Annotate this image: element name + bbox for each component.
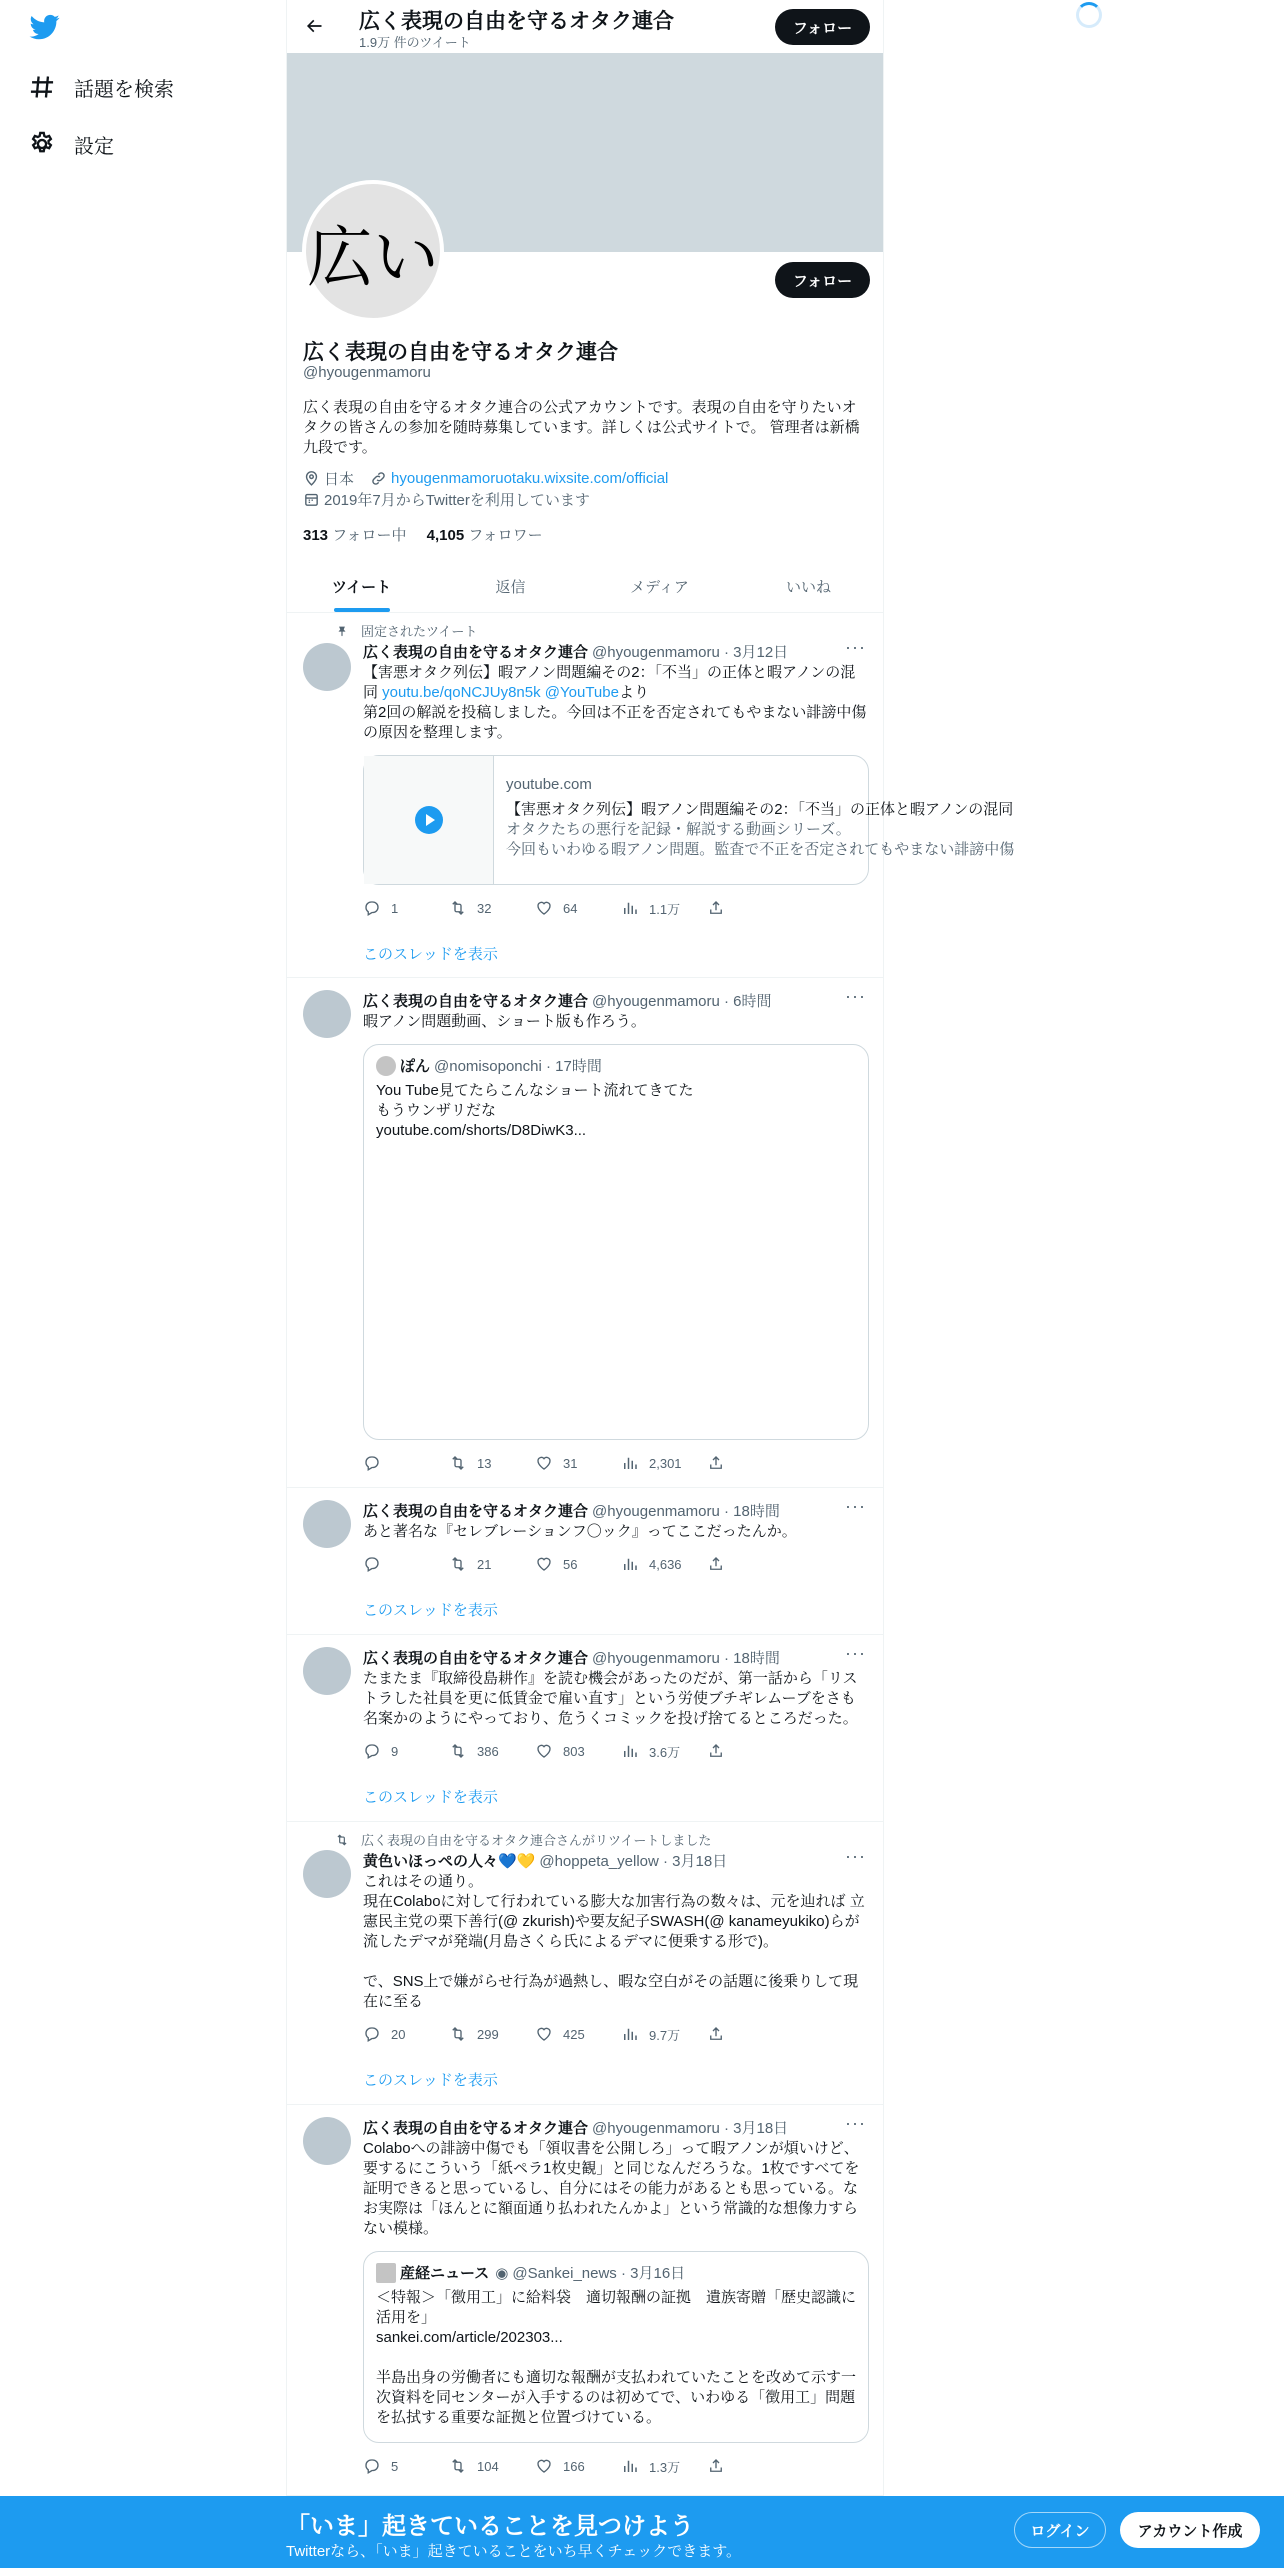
retweet-count: 21 xyxy=(477,1556,492,1572)
main-column xyxy=(286,0,1015,2568)
views-button[interactable] xyxy=(621,1453,707,1473)
views-button[interactable] xyxy=(621,1741,707,1761)
reply-count: 5 xyxy=(391,2458,399,2474)
retweet-count: 299 xyxy=(477,2026,499,2042)
tweet-header xyxy=(363,1500,780,1521)
show-thread-link[interactable]: このスレッドを表示 xyxy=(363,1789,498,1806)
avatar[interactable] xyxy=(303,643,351,691)
retweet-icon xyxy=(449,2457,467,2475)
like-button[interactable] xyxy=(535,1554,621,1574)
share-icon xyxy=(707,1454,725,1472)
more-icon[interactable]: ··· xyxy=(845,1643,866,1663)
avatar[interactable] xyxy=(303,1850,351,1898)
retweet-icon xyxy=(335,1833,349,1847)
like-button[interactable] xyxy=(535,898,621,918)
tweet-item[interactable] xyxy=(287,1635,883,1822)
nav-explore[interactable] xyxy=(28,67,174,107)
reply-icon xyxy=(363,899,381,917)
tab-media[interactable]: メディア xyxy=(630,578,689,596)
retweet-button[interactable] xyxy=(449,898,535,918)
tweet-actions xyxy=(363,2456,793,2476)
tweet-link-youtu[interactable]: youtu.be/qoNCJUy8n5k xyxy=(382,684,541,701)
link-card[interactable] xyxy=(363,755,1015,885)
signup-button[interactable]: アカウント作成 xyxy=(1120,2512,1260,2548)
tweet-text: これはその通り。 現在Colaboに対して行われている膨大な加害行為の数々は、元を辿れば 立憲民主党の栗下善行(@ zkurish)や要友紀子SWASH(@ kanameyukiko)らが流したデマが発端(月島さくら氏によるデマに便乗する形で)。 で、SNS上で嫌がらせ行為が過熱し、暇な空白がその話題に後乗りして現在に至る xyxy=(363,1873,865,2010)
quote-avatar xyxy=(376,2263,396,2283)
views-button[interactable] xyxy=(621,2456,707,2476)
analytics-icon xyxy=(621,2025,639,2043)
tweet-actions xyxy=(363,898,793,918)
arrow-left-icon xyxy=(304,16,324,36)
tweet-header xyxy=(363,1647,780,1668)
like-count: 64 xyxy=(563,900,578,916)
show-thread-link[interactable]: このスレッドを表示 xyxy=(363,2072,498,2089)
reply-button[interactable] xyxy=(363,2456,449,2476)
tweet-text: Colaboへの誹謗中傷でも「領収書を公開しろ」って暇アノンが煩いけど、要するにこういう「紙ペラ1枚史観」と同じなんだろうな。1枚ですべてを証明できると思っているし、自分にはその能力があるとも思っている。なお実際は「ほんとに額面通り払われたんかよ」という常識的な想像力すらない模様。 xyxy=(363,2140,860,2237)
reply-icon xyxy=(363,1555,381,1573)
quote-text: ＜特報＞「徴用工」に給料袋 適切報酬の証拠 遺族寄贈「歴史認識に活用を」 sankei.com/article/202303... 半島出身の労働者にも適切な報酬が支払われていたことを改めて示す一次資料を同センターが入手するのは初めてで、いわゆる「徴用工」問題を払拭する重要な証拠と位置づけている。 xyxy=(376,2289,857,2426)
tweet-actions xyxy=(363,1741,793,1761)
quote-tweet[interactable] xyxy=(363,2251,869,2443)
heart-icon xyxy=(535,2025,553,2043)
play-icon xyxy=(414,805,444,835)
view-count: 3.6万 xyxy=(649,1744,681,1760)
like-button[interactable] xyxy=(535,2456,621,2476)
header-title: 広く表現の自由を守るオタク連合 xyxy=(359,10,674,33)
tweet-handle-time[interactable]: @hyougenmamoru · 3月12日 xyxy=(592,644,789,661)
views-button[interactable] xyxy=(621,1554,707,1574)
tweet-author-name[interactable]: 広く表現の自由を守るオタク連合 xyxy=(363,644,589,661)
share-icon xyxy=(707,1742,725,1760)
show-thread-link[interactable]: このスレッドを表示 xyxy=(363,946,498,963)
tweet-header xyxy=(363,990,771,1011)
retweet-button[interactable] xyxy=(449,1741,535,1761)
like-count: 31 xyxy=(563,1455,578,1471)
views-button[interactable] xyxy=(621,898,707,918)
retweet-icon xyxy=(449,2025,467,2043)
twitter-logo-icon[interactable] xyxy=(28,12,62,42)
tweet-handle-time[interactable]: @hyougenmamoru · 6時間 xyxy=(592,993,772,1010)
tweet-handle-time[interactable]: @hoppeta_yellow · 3月18日 xyxy=(539,1853,728,1870)
follow-button-header[interactable]: フォロー xyxy=(775,9,870,45)
tweet-author-name[interactable]: 広く表現の自由を守るオタク連合 xyxy=(363,993,589,1010)
tweet-handle-time[interactable]: @hyougenmamoru · 18時間 xyxy=(592,1503,780,1520)
reply-icon xyxy=(363,2025,381,2043)
calendar-icon xyxy=(303,491,320,508)
reply-button[interactable] xyxy=(363,1741,449,1761)
card-description xyxy=(506,820,1015,860)
profile-website-link[interactable]: hyougenmamoruotaku.wixsite.com/official xyxy=(391,470,669,487)
retweet-count: 13 xyxy=(477,1455,492,1471)
tweet-item[interactable] xyxy=(287,613,1015,978)
like-button[interactable] xyxy=(535,1741,621,1761)
analytics-icon xyxy=(621,1555,639,1573)
back-button[interactable] xyxy=(299,11,329,41)
retweet-icon xyxy=(449,1555,467,1573)
location-pin-icon xyxy=(303,470,320,487)
reply-count: 1 xyxy=(391,900,399,916)
card-domain: youtube.com xyxy=(506,776,592,793)
quote-header xyxy=(376,1055,602,1076)
like-count: 425 xyxy=(563,2026,585,2042)
quote-handle-time: @nomisoponchi · 17時間 xyxy=(434,1058,602,1075)
reply-icon xyxy=(363,1454,381,1472)
tweet-item[interactable] xyxy=(287,978,883,1488)
tweet-header xyxy=(363,1850,727,1871)
more-icon[interactable]: ··· xyxy=(845,637,866,657)
show-thread-link[interactable]: このスレッドを表示 xyxy=(363,1602,498,1619)
nav-settings-label: 設定 xyxy=(74,135,114,158)
pinned-label: 固定されたツイート xyxy=(361,624,478,639)
share-icon xyxy=(707,1555,725,1573)
followers-count: 4,105 xyxy=(426,527,465,544)
gear-icon xyxy=(28,130,56,158)
tweet-item[interactable] xyxy=(287,1488,883,1635)
heart-icon xyxy=(535,899,553,917)
more-icon[interactable]: ··· xyxy=(845,1846,866,1866)
login-button[interactable]: ログイン xyxy=(1014,2512,1106,2548)
profile-meta-row xyxy=(303,468,668,489)
analytics-icon xyxy=(621,1454,639,1472)
share-button[interactable] xyxy=(707,898,793,918)
retweet-count: 32 xyxy=(477,900,492,916)
share-icon xyxy=(707,2457,725,2475)
reply-count: 20 xyxy=(391,2026,406,2042)
more-icon[interactable]: ··· xyxy=(845,1496,866,1516)
retweet-count: 104 xyxy=(477,2458,499,2474)
retweet-button[interactable] xyxy=(449,1453,535,1473)
card-desc-line: オタクたちの悪行を記録・解説する動画シリーズ。 xyxy=(506,821,851,838)
card-thumbnail xyxy=(364,756,494,884)
follow-button[interactable]: フォロー xyxy=(775,262,870,298)
heart-icon xyxy=(535,1742,553,1760)
retweet-button[interactable] xyxy=(449,2456,535,2476)
followers-link[interactable] xyxy=(427,527,543,544)
quote-tweet[interactable] xyxy=(363,1044,869,1440)
tweet-actions xyxy=(363,2024,793,2044)
tweet-author-name[interactable]: 黄色いほっぺの人々💙💛 xyxy=(363,1853,536,1870)
hashtag-icon xyxy=(28,73,56,101)
link-icon xyxy=(370,470,387,487)
more-icon[interactable]: ··· xyxy=(845,2113,866,2133)
view-count: 1.1万 xyxy=(649,901,681,917)
following-link[interactable] xyxy=(303,527,406,544)
tweet-actions xyxy=(363,1554,793,1574)
tweet-handle-time[interactable]: @hyougenmamoru · 3月18日 xyxy=(592,2120,789,2137)
profile-location: 日本 xyxy=(324,471,355,488)
view-count: 9.7万 xyxy=(649,2027,681,2043)
more-icon[interactable]: ··· xyxy=(845,986,866,1006)
verified-badge-icon: ◉ xyxy=(495,2264,509,2282)
retweet-icon xyxy=(449,1454,467,1472)
retweet-context xyxy=(335,1830,711,1849)
reply-button[interactable] xyxy=(363,1453,449,1473)
share-button[interactable] xyxy=(707,1741,793,1761)
nav-explore-label: 話題を検索 xyxy=(74,78,174,101)
tweet-item[interactable] xyxy=(287,2105,883,2496)
heart-icon xyxy=(535,1555,553,1573)
profile-follow-counts xyxy=(303,524,543,545)
bottom-bar-title: 「いま」起きていることを見つけよう xyxy=(286,2513,694,2540)
view-count: 1.3万 xyxy=(649,2459,681,2475)
followers-label: フォロワー xyxy=(468,527,543,544)
following-count: 313 xyxy=(303,527,329,544)
tweet-text xyxy=(363,663,867,743)
pinned-context xyxy=(335,621,477,640)
tab-tweets[interactable]: ツイート xyxy=(287,560,436,612)
views-button[interactable] xyxy=(621,2024,707,2044)
reply-icon xyxy=(363,2457,381,2475)
share-button[interactable] xyxy=(707,2456,793,2476)
share-button[interactable] xyxy=(707,1554,793,1574)
avatar[interactable] xyxy=(303,1500,351,1548)
profile-header-bar xyxy=(287,0,883,53)
profile-avatar[interactable]: 広い xyxy=(302,180,444,322)
tweet-author-name[interactable]: 広く表現の自由を守るオタク連合 xyxy=(363,1650,589,1667)
signup-bottom-bar xyxy=(0,2496,1284,2568)
tweet-text: あと著名な『セレブレーションフ〇ック』ってここだったんか。 xyxy=(363,1523,797,1540)
tab-likes[interactable]: いいね xyxy=(785,578,831,596)
share-icon xyxy=(707,899,725,917)
tweet-text: 暇アノン問題動画、ショート版も作ろう。 xyxy=(363,1013,646,1030)
tweet-mention-youtube[interactable]: @YouTube xyxy=(544,684,619,701)
reply-button[interactable] xyxy=(363,1554,449,1574)
tweet-text-part: 第2回の解説を投稿しました。今回は不正を否定されてもやまない誹謗中傷の原因を整理します。 xyxy=(363,704,867,741)
profile-joined: 2019年7月からTwitterを利用しています xyxy=(324,492,590,509)
card-title: 【害悪オタク列伝】暇アノン問題編その2：「不当」の正体と暇アノンの混同 xyxy=(506,801,1014,818)
tweet-actions xyxy=(363,1453,793,1473)
profile-joined-row xyxy=(303,489,590,510)
like-count: 803 xyxy=(563,1743,585,1759)
reply-button[interactable] xyxy=(363,898,449,918)
profile-tabs xyxy=(287,560,883,613)
analytics-icon xyxy=(621,1742,639,1760)
following-label: フォロー中 xyxy=(332,527,407,544)
tab-replies[interactable]: 返信 xyxy=(495,578,526,596)
reply-count: 9 xyxy=(391,1743,399,1759)
tweet-handle-time[interactable]: @hyougenmamoru · 18時間 xyxy=(592,1650,780,1667)
retweet-button[interactable] xyxy=(449,1554,535,1574)
analytics-icon xyxy=(621,2457,639,2475)
nav-settings[interactable] xyxy=(28,124,114,164)
quote-author-name: ぽん xyxy=(400,1058,431,1075)
heart-icon xyxy=(535,1454,553,1472)
reply-icon xyxy=(363,1742,381,1760)
avatar[interactable] xyxy=(303,1647,351,1695)
view-count: 4,636 xyxy=(649,1556,682,1572)
bottom-bar-subtitle: Twitterなら、「いま」起きていることをいち早くチェックできます。 xyxy=(286,2543,742,2560)
tweet-header xyxy=(363,2117,788,2138)
quote-avatar xyxy=(376,1056,396,1076)
quote-handle-time: @Sankei_news · 3月16日 xyxy=(512,2265,686,2282)
card-desc-line: 今回もいわゆる暇アノン問題。監査で不正を否定されてもやまない誹謗中傷 xyxy=(506,841,1015,858)
tweet-author-name[interactable]: 広く表現の自由を守るオタク連合 xyxy=(363,1503,589,1520)
view-count: 2,301 xyxy=(649,1455,682,1471)
share-button[interactable] xyxy=(707,1453,793,1473)
analytics-icon xyxy=(621,899,639,917)
tweet-text-part: より xyxy=(618,684,649,701)
reply-button[interactable] xyxy=(363,2024,449,2044)
share-icon xyxy=(707,2025,725,2043)
like-count: 166 xyxy=(563,2458,585,2474)
tweet-header xyxy=(363,641,788,662)
profile-name: 広く表現の自由を守るオタク連合 xyxy=(303,341,618,364)
profile-bio: 広く表現の自由を守るオタク連合の公式アカウントです。表現の自由を守りたいオタクの皆さんの参加を随時募集しています。詳しくは公式サイトで。 管理者は新橋九段です。 xyxy=(303,399,860,456)
header-tweet-count: 1.9万 件のツイート xyxy=(359,35,471,50)
avatar[interactable] xyxy=(303,990,351,1038)
like-count: 56 xyxy=(563,1556,578,1572)
tweet-text: たまたま『取締役島耕作』を読む機会があったのだが、第一話から「リストラした社員を更に低賃金で雇い直す」という労使ブチギレムーブをさも名案かのようにやっており、危うくコミックを投げ捨てるところだった。 xyxy=(363,1670,858,1727)
loading-spinner-icon xyxy=(1076,2,1102,28)
retweet-icon xyxy=(449,899,467,917)
quote-header xyxy=(376,2262,685,2283)
quote-author-name: 産経ニュース xyxy=(400,2265,490,2282)
quote-text: You Tube見てたらこんなショート流れてきてた もうウンザリだな youtube.com/shorts/D8DiwK3... xyxy=(376,1082,694,1139)
heart-icon xyxy=(535,2457,553,2475)
retweet-count: 386 xyxy=(477,1743,499,1759)
tweet-item[interactable] xyxy=(287,1822,883,2105)
retweet-icon xyxy=(449,1742,467,1760)
like-button[interactable] xyxy=(535,1453,621,1473)
tweet-text-part: 【害悪オタク列伝】暇アノン問題編その2：「不当」の正体と暇アノンの混同 xyxy=(363,664,856,701)
retweet-button[interactable] xyxy=(449,2024,535,2044)
avatar[interactable] xyxy=(303,2117,351,2165)
share-button[interactable] xyxy=(707,2024,793,2044)
tweet-author-name[interactable]: 広く表現の自由を守るオタク連合 xyxy=(363,2120,589,2137)
pin-icon xyxy=(335,624,349,638)
retweeted-by-label[interactable]: 広く表現の自由を守るオタク連合さんがリツイートしました xyxy=(361,1833,712,1848)
profile-handle: @hyougenmamoru xyxy=(303,364,431,381)
like-button[interactable] xyxy=(535,2024,621,2044)
